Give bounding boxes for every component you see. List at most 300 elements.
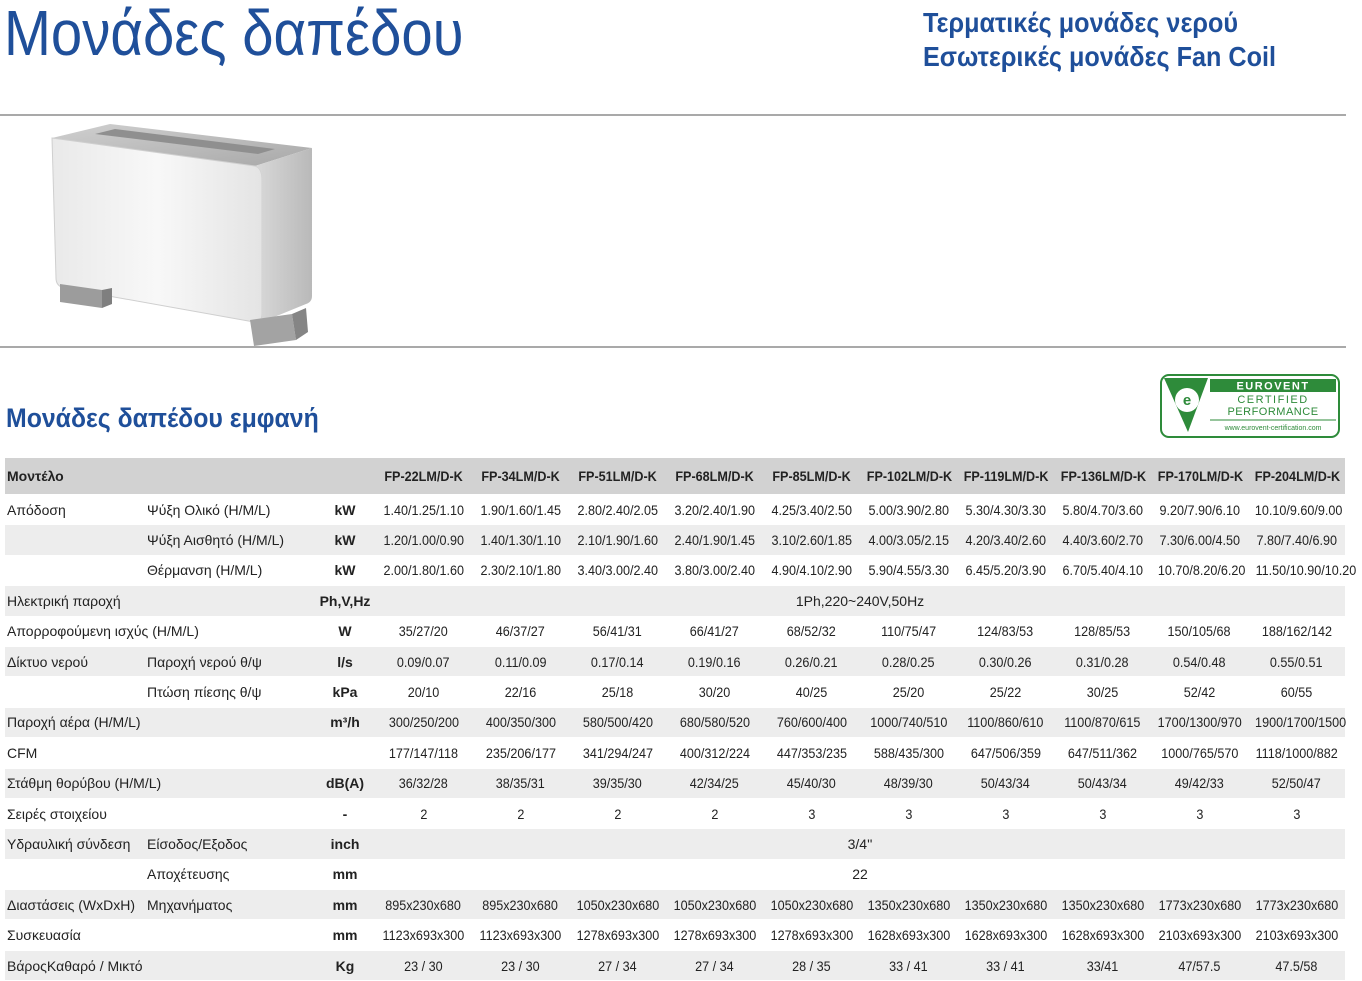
cell-value: 2 xyxy=(711,805,719,822)
cell-value: 40/25 xyxy=(795,684,828,701)
cell-value: 2.10/1.90/1.60 xyxy=(577,532,658,549)
cell-value: 60/55 xyxy=(1280,684,1313,701)
cell-value: 56/41/31 xyxy=(593,623,643,640)
table-cell xyxy=(1248,495,1345,525)
logo-line-2: CERTIFIED xyxy=(1237,394,1309,406)
cell-value: 177/147/118 xyxy=(388,744,459,761)
table-row xyxy=(5,768,1345,798)
cell-value: 1773x230x680 xyxy=(1255,896,1338,913)
cell-value: 895x230x680 xyxy=(385,896,462,913)
table-cell xyxy=(1054,890,1151,920)
cell-value: 22/16 xyxy=(504,684,537,701)
row-category: Παροχή αέρα (H/M/L) xyxy=(5,707,315,737)
cell-value: 1000/765/570 xyxy=(1160,744,1239,761)
table-cell xyxy=(763,495,860,525)
cell-value: 25/22 xyxy=(989,684,1022,701)
table-cell xyxy=(569,646,666,676)
eurovent-certified-logo xyxy=(1160,374,1340,438)
table-cell xyxy=(569,890,666,920)
table-cell xyxy=(957,707,1054,737)
table-cell xyxy=(763,738,860,768)
cell-value: 11.50/10.90/10.20 xyxy=(1255,562,1357,579)
table-cell xyxy=(472,525,569,555)
cell-value: 760/600/400 xyxy=(776,714,847,731)
table-cell xyxy=(666,646,763,676)
table-cell xyxy=(375,890,472,920)
table-cell xyxy=(957,890,1054,920)
table-row xyxy=(5,707,1345,737)
table-cell xyxy=(860,707,957,737)
row-parameter: Ψύξη Ολικό (H/M/L) xyxy=(145,495,315,525)
table-cell xyxy=(1054,495,1151,525)
table-cell xyxy=(1151,707,1248,737)
table-cell xyxy=(1054,768,1151,798)
row-shared-value: 22 xyxy=(375,859,1345,889)
table-cell xyxy=(472,616,569,646)
table-row xyxy=(5,890,1345,920)
table-cell xyxy=(472,707,569,737)
cell-value: 1350x230x680 xyxy=(964,896,1047,913)
cell-value: 3.40/3.00/2.40 xyxy=(577,562,658,579)
table-cell xyxy=(666,495,763,525)
cell-value: 27 / 34 xyxy=(695,957,734,974)
model-header xyxy=(957,458,1054,495)
table-cell xyxy=(957,616,1054,646)
cell-value: 0.11/0.09 xyxy=(494,653,547,670)
cell-value: 1278x693x300 xyxy=(770,927,853,944)
table-cell xyxy=(472,768,569,798)
cell-value: 235/206/177 xyxy=(485,744,556,761)
model-header xyxy=(375,458,472,495)
cell-value: 447/353/235 xyxy=(776,744,847,761)
model-header-label: FP-204LM/D-K xyxy=(1254,468,1341,484)
table-cell xyxy=(569,950,666,980)
cell-value: 0.28/0.25 xyxy=(882,653,935,670)
cell-value: 4.90/4.10/2.90 xyxy=(771,562,852,579)
header-label: Μοντέλο xyxy=(5,458,375,495)
model-header-label: FP-170LM/D-K xyxy=(1157,468,1244,484)
cell-value: 33 / 41 xyxy=(889,957,928,974)
model-header xyxy=(569,458,666,495)
row-category xyxy=(5,525,145,555)
table-cell xyxy=(1054,677,1151,707)
table-cell xyxy=(1054,738,1151,768)
cell-value: 1900/1700/1500 xyxy=(1255,714,1347,731)
row-unit: W xyxy=(315,616,375,646)
table-row xyxy=(5,677,1345,707)
cell-value: 4.00/3.05/2.15 xyxy=(868,532,949,549)
cell-value: 1000/740/510 xyxy=(869,714,948,731)
cell-value: 3 xyxy=(1196,805,1204,822)
cell-value: 68/52/32 xyxy=(787,623,837,640)
table-cell xyxy=(569,495,666,525)
table-cell xyxy=(1054,555,1151,585)
cell-value: 48/39/30 xyxy=(884,775,934,792)
table-cell xyxy=(763,616,860,646)
cell-value: 128/85/53 xyxy=(1074,623,1131,640)
table-cell xyxy=(472,646,569,676)
table-cell xyxy=(860,495,957,525)
table-cell xyxy=(375,768,472,798)
row-category: Απορροφούμενη ισχύς (H/M/L) xyxy=(5,616,315,646)
section-title: Μονάδες δαπέδου εμφανή xyxy=(6,403,319,433)
table-row xyxy=(5,616,1345,646)
table-cell xyxy=(472,920,569,950)
table-cell xyxy=(375,798,472,828)
cell-value: 0.19/0.16 xyxy=(688,653,741,670)
cell-value: 33/41 xyxy=(1086,957,1119,974)
table-cell xyxy=(763,646,860,676)
cell-value: 3.20/2.40/1.90 xyxy=(674,501,755,518)
cell-value: 400/350/300 xyxy=(485,714,556,731)
cell-value: 0.54/0.48 xyxy=(1173,653,1226,670)
cell-value: 30/25 xyxy=(1086,684,1119,701)
table-cell xyxy=(666,555,763,585)
row-category: Στάθμη θορύβου (H/M/L) xyxy=(5,768,315,798)
table-cell xyxy=(860,646,957,676)
cell-value: 1628x693x300 xyxy=(1061,927,1144,944)
cell-value: 1050x230x680 xyxy=(673,896,756,913)
cell-value: 2 xyxy=(420,805,428,822)
table-cell xyxy=(666,738,763,768)
cell-value: 38/35/31 xyxy=(496,775,546,792)
cell-value: 28 / 35 xyxy=(792,957,831,974)
cell-value: 47.5/58 xyxy=(1275,957,1318,974)
table-cell xyxy=(472,555,569,585)
cell-value: 47/57.5 xyxy=(1178,957,1221,974)
cell-value: 3 xyxy=(808,805,816,822)
table-cell xyxy=(957,798,1054,828)
cell-value: 895x230x680 xyxy=(482,896,559,913)
cell-value: 4.25/3.40/2.50 xyxy=(771,501,852,518)
table-cell xyxy=(1248,525,1345,555)
table-cell xyxy=(1054,707,1151,737)
table-cell xyxy=(763,768,860,798)
model-header-label: FP-34LM/D-K xyxy=(481,468,560,484)
table-cell xyxy=(1054,525,1151,555)
table-cell xyxy=(957,738,1054,768)
cell-value: 36/32/28 xyxy=(399,775,449,792)
cell-value: 42/34/25 xyxy=(690,775,740,792)
table-cell xyxy=(1054,798,1151,828)
specifications-table xyxy=(5,458,1357,981)
svg-text:e: e xyxy=(1182,392,1192,409)
cell-value: 1350x230x680 xyxy=(867,896,950,913)
cell-value: 49/42/33 xyxy=(1175,775,1225,792)
table-cell xyxy=(666,707,763,737)
model-header xyxy=(1151,458,1248,495)
table-cell xyxy=(569,707,666,737)
table-cell xyxy=(666,920,763,950)
cell-value: 2 xyxy=(614,805,622,822)
cell-value: 1.40/1.30/1.10 xyxy=(480,532,561,549)
cell-value: 2 xyxy=(517,805,525,822)
cell-value: 1123x693x300 xyxy=(382,927,465,944)
table-cell xyxy=(1151,677,1248,707)
table-cell xyxy=(375,555,472,585)
row-parameter: Ψύξη Αισθητό (H/M/L) xyxy=(145,525,315,555)
row-parameter: Μηχανήματος xyxy=(145,890,315,920)
table-cell xyxy=(666,890,763,920)
table-cell xyxy=(666,616,763,646)
table-cell xyxy=(472,950,569,980)
table-cell xyxy=(957,495,1054,525)
table-cell xyxy=(1054,920,1151,950)
table-cell xyxy=(375,707,472,737)
fan-coil-unit-illustration xyxy=(40,118,330,348)
cell-value: 6.45/5.20/3.90 xyxy=(965,562,1046,579)
cell-value: 588/435/300 xyxy=(873,744,944,761)
table-cell xyxy=(472,890,569,920)
table-cell xyxy=(957,768,1054,798)
table-row xyxy=(5,646,1345,676)
logo-line-1: EUROVENT xyxy=(1236,380,1310,393)
row-parameter: Θέρμανση (H/M/L) xyxy=(145,555,315,585)
row-unit xyxy=(315,738,375,768)
cell-value: 23 / 30 xyxy=(404,957,443,974)
table-cell xyxy=(763,677,860,707)
table-row xyxy=(5,555,1345,585)
table-cell xyxy=(1054,950,1151,980)
model-header xyxy=(1054,458,1151,495)
cell-value: 3 xyxy=(905,805,913,822)
cell-value: 9.20/7.90/6.10 xyxy=(1159,501,1240,518)
row-unit: mm xyxy=(315,920,375,950)
table-row xyxy=(5,829,1345,859)
model-header xyxy=(860,458,957,495)
row-shared-value: 3/4'' xyxy=(375,829,1345,859)
table-row xyxy=(5,920,1345,950)
cell-value: 1.90/1.60/1.45 xyxy=(480,501,561,518)
logo-url: www.eurovent-certification.com xyxy=(1224,425,1322,432)
cell-value: 3.80/3.00/2.40 xyxy=(674,562,755,579)
cell-value: 4.40/3.60/2.70 xyxy=(1062,532,1143,549)
cell-value: 5.00/3.90/2.80 xyxy=(868,501,949,518)
table-cell xyxy=(375,616,472,646)
cell-value: 10.70/8.20/6.20 xyxy=(1157,562,1246,579)
table-cell xyxy=(1248,890,1345,920)
table-row xyxy=(5,798,1345,828)
table-cell xyxy=(375,950,472,980)
table-cell xyxy=(1248,707,1345,737)
table-cell xyxy=(1151,495,1248,525)
cell-value: 1.40/1.25/1.10 xyxy=(383,501,464,518)
cell-value: 20/10 xyxy=(407,684,440,701)
table-cell xyxy=(860,768,957,798)
cell-value: 0.26/0.21 xyxy=(785,653,838,670)
cell-value: 647/511/362 xyxy=(1067,744,1138,761)
table-cell xyxy=(1248,798,1345,828)
table-cell xyxy=(860,890,957,920)
cell-value: 52/42 xyxy=(1183,684,1216,701)
cell-value: 6.70/5.40/4.10 xyxy=(1062,562,1143,579)
model-header xyxy=(472,458,569,495)
model-header xyxy=(763,458,860,495)
row-parameter: Παροχή νερού θ/ψ xyxy=(145,646,315,676)
table-cell xyxy=(957,920,1054,950)
cell-value: 46/37/27 xyxy=(496,623,546,640)
row-unit: mm xyxy=(315,859,375,889)
table-cell xyxy=(472,677,569,707)
cell-value: 4.20/3.40/2.60 xyxy=(965,532,1046,549)
row-unit: Kg xyxy=(315,950,375,980)
cell-value: 27 / 34 xyxy=(598,957,637,974)
table-cell xyxy=(375,646,472,676)
cell-value: 1700/1300/970 xyxy=(1157,714,1242,731)
table-cell xyxy=(1151,525,1248,555)
table-cell xyxy=(957,677,1054,707)
row-category: Απόδοση xyxy=(5,495,145,525)
cell-value: 1628x693x300 xyxy=(964,927,1047,944)
model-header-label: FP-51LM/D-K xyxy=(578,468,657,484)
cell-value: 1050x230x680 xyxy=(770,896,853,913)
divider-top xyxy=(0,114,1346,116)
table-cell xyxy=(1248,646,1345,676)
page-title: Μονάδες δαπέδου xyxy=(4,0,464,69)
table-header-row xyxy=(5,458,1345,495)
table-cell xyxy=(860,525,957,555)
cell-value: 2.00/1.80/1.60 xyxy=(383,562,464,579)
table-cell xyxy=(1151,950,1248,980)
table-cell xyxy=(666,677,763,707)
table-cell xyxy=(1151,798,1248,828)
table-row xyxy=(5,738,1345,768)
table-cell xyxy=(666,798,763,828)
table-cell xyxy=(569,738,666,768)
cell-value: 5.80/4.70/3.60 xyxy=(1062,501,1143,518)
row-parameter: Αποχέτευσης xyxy=(145,859,315,889)
table-cell xyxy=(860,798,957,828)
cell-value: 10.10/9.60/9.00 xyxy=(1254,501,1343,518)
cell-value: 50/43/34 xyxy=(981,775,1031,792)
cell-value: 45/40/30 xyxy=(787,775,837,792)
cell-value: 2.80/2.40/2.05 xyxy=(577,501,658,518)
cell-value: 1278x693x300 xyxy=(576,927,659,944)
row-unit: - xyxy=(315,798,375,828)
cell-value: 680/580/520 xyxy=(679,714,750,731)
category-heading xyxy=(923,6,1276,74)
row-parameter: Πτώση πίεσης θ/ψ xyxy=(145,677,315,707)
row-parameter: Είσοδος/Εξοδος xyxy=(145,829,315,859)
table-cell xyxy=(957,555,1054,585)
table-row xyxy=(5,525,1345,555)
table-cell xyxy=(569,616,666,646)
row-category: Συσκευασία xyxy=(5,920,315,950)
table-cell xyxy=(860,616,957,646)
table-cell xyxy=(1054,646,1151,676)
cell-value: 0.30/0.26 xyxy=(979,653,1032,670)
table-cell xyxy=(1151,646,1248,676)
row-category xyxy=(5,859,145,889)
row-category: Υδραυλική σύνδεση xyxy=(5,829,145,859)
model-header-label: FP-68LM/D-K xyxy=(675,468,754,484)
cell-value: 1350x230x680 xyxy=(1061,896,1144,913)
cell-value: 3 xyxy=(1099,805,1107,822)
table-cell xyxy=(957,525,1054,555)
logo-line-3: PERFORMANCE xyxy=(1227,406,1319,418)
table-row xyxy=(5,859,1345,889)
table-cell xyxy=(375,495,472,525)
cell-value: 1100/860/610 xyxy=(967,714,1044,731)
cell-value: 110/75/47 xyxy=(880,623,937,640)
cell-value: 33 / 41 xyxy=(986,957,1025,974)
table-cell xyxy=(1248,677,1345,707)
model-header-label: FP-136LM/D-K xyxy=(1060,468,1147,484)
cell-value: 1050x230x680 xyxy=(576,896,659,913)
row-category: Σειρές στοιχείου xyxy=(5,798,315,828)
table-row xyxy=(5,950,1345,980)
category-line-1: Τερματικές μονάδες νερού xyxy=(923,7,1239,38)
row-unit: inch xyxy=(315,829,375,859)
cell-value: 150/105/68 xyxy=(1167,623,1232,640)
table-cell xyxy=(1248,920,1345,950)
table-cell xyxy=(1248,768,1345,798)
cell-value: 0.17/0.14 xyxy=(591,653,644,670)
cell-value: 2.30/2.10/1.80 xyxy=(480,562,561,579)
table-cell xyxy=(569,768,666,798)
table-cell xyxy=(569,920,666,950)
cell-value: 1100/870/615 xyxy=(1064,714,1141,731)
model-header-label: FP-85LM/D-K xyxy=(772,468,851,484)
row-unit: m³/h xyxy=(315,707,375,737)
cell-value: 2.40/1.90/1.45 xyxy=(674,532,755,549)
table-cell xyxy=(860,677,957,707)
cell-value: 1.20/1.00/0.90 xyxy=(383,532,464,549)
row-category: Ηλεκτρική παροχή xyxy=(5,586,315,616)
table-cell xyxy=(569,555,666,585)
table-cell xyxy=(763,920,860,950)
row-category: Δίκτυο νερού xyxy=(5,646,145,676)
cell-value: 1123x693x300 xyxy=(479,927,562,944)
cell-value: 5.90/4.55/3.30 xyxy=(868,562,949,579)
cell-value: 2103x693x300 xyxy=(1255,927,1338,944)
table-cell xyxy=(569,677,666,707)
cell-value: 25/18 xyxy=(601,684,634,701)
table-cell xyxy=(375,738,472,768)
table-row xyxy=(5,586,1345,616)
table-cell xyxy=(860,950,957,980)
table-cell xyxy=(375,677,472,707)
table-cell xyxy=(763,707,860,737)
table-cell xyxy=(1151,555,1248,585)
row-unit: kPa xyxy=(315,677,375,707)
cell-value: 66/41/27 xyxy=(690,623,740,640)
model-header xyxy=(666,458,763,495)
cell-value: 7.80/7.40/6.90 xyxy=(1256,532,1337,549)
table-cell xyxy=(1151,768,1248,798)
cell-value: 0.09/0.07 xyxy=(397,653,450,670)
cell-value: 25/20 xyxy=(892,684,925,701)
cell-value: 647/506/359 xyxy=(970,744,1041,761)
cell-value: 52/50/47 xyxy=(1272,775,1322,792)
model-header-label: FP-119LM/D-K xyxy=(963,468,1049,484)
table-cell xyxy=(375,525,472,555)
cell-value: 300/250/200 xyxy=(388,714,459,731)
cell-value: 188/162/142 xyxy=(1261,623,1332,640)
row-unit: kW xyxy=(315,525,375,555)
cell-value: 30/20 xyxy=(698,684,731,701)
table-cell xyxy=(1151,616,1248,646)
row-category xyxy=(5,677,145,707)
cell-value: 2103x693x300 xyxy=(1158,927,1241,944)
model-header-label: FP-22LM/D-K xyxy=(384,468,463,484)
table-cell xyxy=(1151,738,1248,768)
table-cell xyxy=(1248,555,1357,585)
cell-value: 0.31/0.28 xyxy=(1076,653,1129,670)
table-cell xyxy=(472,495,569,525)
table-cell xyxy=(860,920,957,950)
table-cell xyxy=(763,950,860,980)
